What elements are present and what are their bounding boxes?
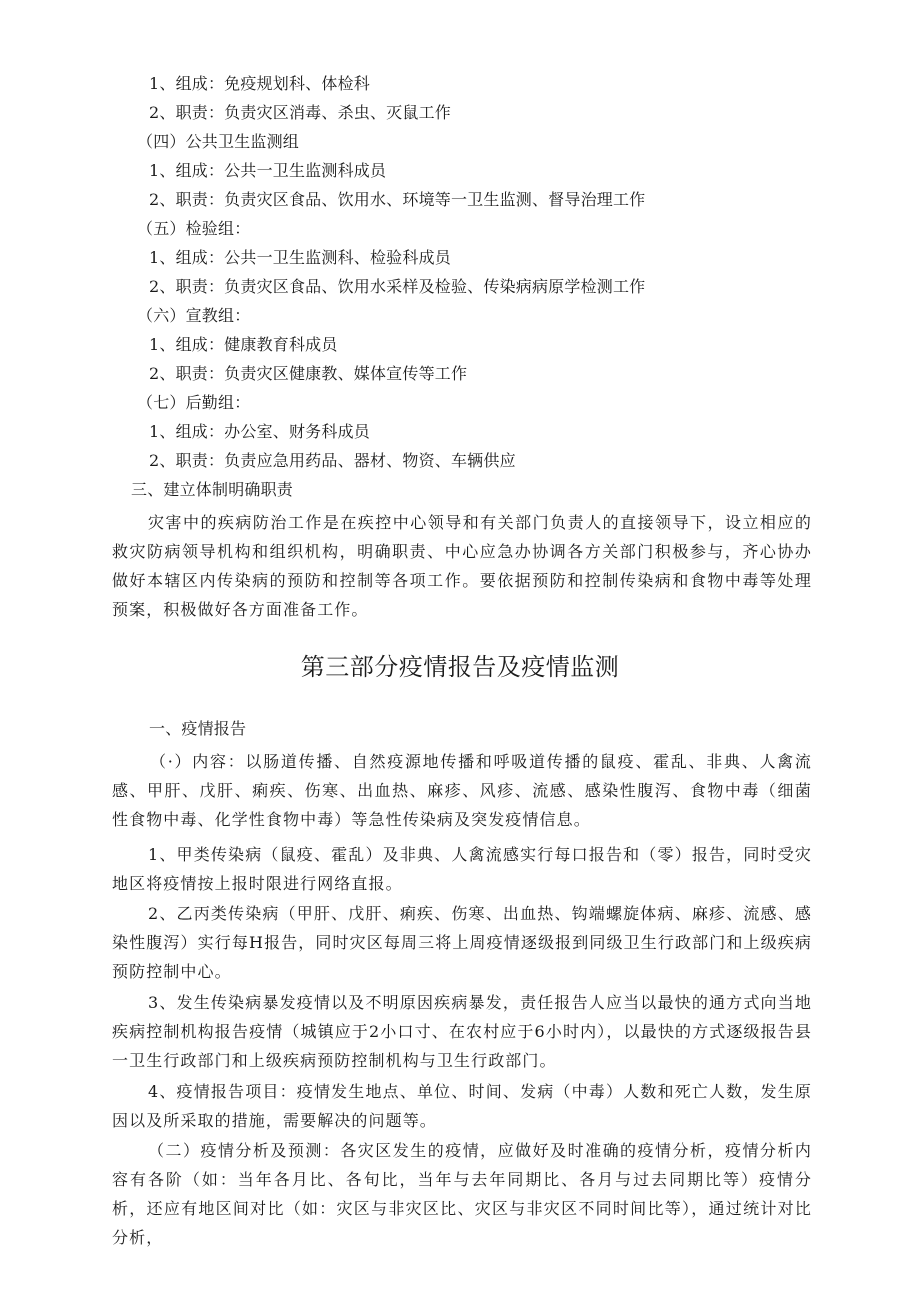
list-item: 2、职责：负责应急用药品、器材、物资、车辆供应 [149,451,516,470]
body-paragraph: 灾害中的疾病防治工作是在疾控中心领导和有关部门负责人的直接领导下，设立相应的救灾防病领导机构和组织机构，明确职责、中心应急办协调各方关部门积极参与，齐心协办做好本辖区内传染病的预防和控制等各项工作。要依据预防和控制传染病和食物中毒等处理预案，积极做好各方面准备工作。 [112,513,812,619]
body-paragraph: 1、甲类传染病（鼠疫、霍乱）及非典、人禽流感实行每口报告和（零）报告，同时受灾地区将疫情按上报时限进行网络直报。 [112,845,812,893]
subsection-heading: （四）公共卫生监测组 [137,132,300,151]
body-paragraph: 2、乙丙类传染病（甲肝、戊肝、痢疾、伤寒、出血热、钩端螺旋体病、麻疹、流感、感染性腹泻）实行每H报告，同时灾区每周三将上周疫情逐级报到同级卫生行政部门和上级疾病预防控制中心。 [112,904,812,981]
list-item: 2、职责：负责灾区食品、饮用水采样及检验、传染病病原学检测工作 [149,277,646,296]
body-paragraph: 3、发生传染病暴发疫情以及不明原因疾病暴发，责任报告人应当以最快的通方式向当地疾病控制机构报告疫情（城镇应于2小口寸、在农村应于6小时内），以最快的方式逐级报告县一卫生行政部门和上级疾病预防控制机构与卫生行政部门。 [112,993,812,1070]
list-item: 2、职责：负责灾区健康教、媒体宣传等工作 [149,364,468,383]
subsection-heading: （六）宣教组： [137,306,251,325]
section-heading: 三、建立体制明确职责 [131,480,294,499]
list-item: 1、组成：公共一卫生监测科、检验科成员 [149,248,451,267]
list-item: 1、组成：公共一卫生监测科成员 [149,161,387,180]
list-item: 2、职责：负责灾区食品、饮用水、环境等一卫生监测、督导治理工作 [149,190,646,209]
list-item: 1、组成：办公室、财务科成员 [149,422,370,441]
list-item: 1、组成：健康教育科成员 [149,335,338,354]
subsection-heading: （五）检验组： [137,219,251,238]
subsection-heading: （七）后勤组： [137,393,251,412]
body-paragraph: 4、疫情报告项目：疫情发生地点、单位、时间、发病（中毒）人数和死亡人数，发生原因以及所采取的措施，需要解决的问题等。 [112,1082,812,1130]
section-heading: 一、疫情报告 [149,719,247,738]
list-item: 2、职责：负责灾区消毒、杀虫、灭鼠工作 [149,103,451,122]
list-item: 1、组成：免疫规划科、体检科 [149,74,370,93]
body-paragraph: （二）疫情分析及预测：各灾区发生的疫情，应做好及时准确的疫情分析，疫情分析内容有各阶（如：当年各月比、各旬比，当年与去年同期比、各月与过去同期比等）疫情分析，还应有地区间对比（如：灾区与非灾区比、灾区与非灾区不同时间比等），通过统计对比分析， [112,1141,812,1247]
body-paragraph: （·）内容：以肠道传播、自然疫源地传播和呼吸道传播的鼠疫、霍乱、非典、人禽流感、甲肝、戊肝、痢疾、伤寒、出血热、麻疹、风疹、流感、感染性腹泻、食物中毒（细菌性食物中毒、化学性食物中毒）等急性传染病及突发疫情信息。 [112,752,812,829]
page-title: 第三部分疫情报告及疫情监测 [300,653,620,681]
